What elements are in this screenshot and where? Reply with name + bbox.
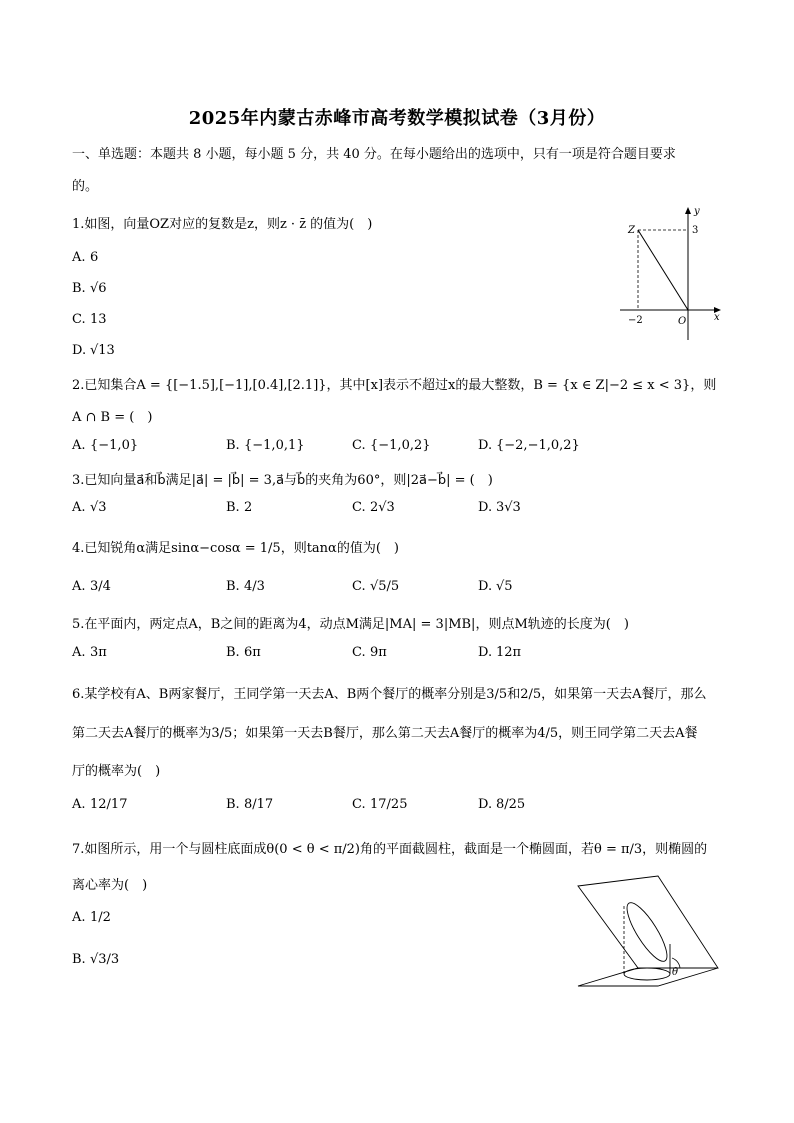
option-text: √3 [90,500,107,515]
option-text: 6π [244,645,261,660]
question-3-option-c [352,500,395,515]
option-key: C. [352,645,366,660]
cylinder-base-ellipse [624,968,670,980]
question-1-stem: 1.如图，向量OZ对应的复数是z，则z · z̄ 的值为( ) [72,217,373,232]
option-key: A. [72,910,86,925]
question-6-stem-line2: 第二天去A餐厅的概率为3/5；如果第一天去B餐厅，那么第二天去A餐厅的概率为4/5，则王同学第二天去A餐 [72,726,698,741]
question-5-option-d [478,645,521,660]
question-6-stem-line3: 厅的概率为( ) [72,764,161,779]
question-3-option-b [226,500,252,515]
option-text: 2 [244,500,253,515]
option-text: √13 [90,343,115,358]
base-plane [578,968,718,986]
option-key: B. [72,952,86,967]
section-ellipse [621,898,674,966]
section-heading-line1: 一、单选题：本题共 8 小题，每小题 5 分，共 40 分。在每小题给出的选项中，只有一项是符合题目要求 [72,147,676,162]
question-7-stem-line2: 离心率为( ) [72,878,148,893]
option-key: D. [72,343,87,358]
question-4-option-d [478,579,513,594]
question-4-option-b [226,579,265,594]
option-text: 17/25 [370,797,408,812]
question-3-stem: 3.已知向量a⃗和b⃗满足|a⃗| = |b⃗| = 3,a⃗与b⃗的夹角为60°，则|2a⃗−b⃗| = ( ) [72,473,493,488]
option-text: {−1,0,2} [370,438,431,453]
option-text: 3/4 [90,579,111,594]
question-3-option-d [478,500,521,515]
option-key: D. [478,500,493,515]
option-key: C. [72,312,86,327]
option-text: 12/17 [90,797,128,812]
option-key: B. [226,645,240,660]
question-5-option-b [226,645,261,660]
question-2-option-d [478,438,580,453]
option-text: {−2,−1,0,2} [496,438,580,453]
option-text: √6 [90,281,107,296]
option-text: 2√3 [370,500,395,515]
y-label: y [694,206,700,217]
option-text: {−1,0,1} [244,438,305,453]
option-key: A. [72,797,86,812]
option-key: B. [226,579,240,594]
option-key: C. [352,500,366,515]
option-key: D. [478,579,493,594]
option-text: 13 [90,312,107,327]
option-text: √3/3 [90,952,120,967]
question-5-option-c [352,645,387,660]
question-6-option-d [478,797,525,812]
option-key: C. [352,797,366,812]
x-tick-neg2: −2 [628,315,643,326]
question-4-option-a [72,579,111,594]
x-label: x [714,312,720,323]
option-text: 3π [90,645,107,660]
question-2-option-c [352,438,431,453]
option-key: D. [478,645,493,660]
question-1-option-b [72,281,107,296]
option-text: 1/2 [90,910,111,925]
option-key: C. [352,438,366,453]
option-key: A. [72,438,86,453]
page-title: 2025年内蒙古赤峰市高考数学模拟试卷（3月份） [188,108,606,129]
option-key: B. [226,797,240,812]
option-text: √5/5 [370,579,400,594]
option-key: D. [478,438,493,453]
y-tick-3: 3 [692,225,699,236]
question-1-option-d [72,343,115,358]
option-key: C. [352,579,366,594]
question-6-option-c [352,797,407,812]
option-text: {−1,0} [90,438,139,453]
question-4-stem: 4.已知锐角α满足sinα−cosα = 1/5，则tanα的值为( ) [72,541,399,556]
option-key: B. [226,438,240,453]
question-2-stem-line1: 2.已知集合A = {[−1.5],[−1],[0.4],[2.1]}，其中[x]表示不超过x的最大整数，B = {x ∈ Z|−2 ≤ x < 3}，则 [72,378,717,393]
section-heading-line2: 的。 [72,179,99,194]
question-1-option-c [72,312,107,327]
question-2-option-a [72,438,138,453]
question-4-option-c [352,579,399,594]
question-7-cylinder-figure [572,872,722,992]
question-7-stem-line1: 7.如图所示，用一个与圆柱底面成θ(0 < θ < π/2)角的平面截圆柱，截面是一个椭圆面，若θ = π/3，则椭圆的 [72,842,708,857]
z-label: Z [628,225,635,236]
theta-label: θ [672,967,679,978]
origin-label: O [678,316,687,327]
option-text: 3√3 [496,500,521,515]
cutting-plane [578,876,718,968]
option-key: D. [478,797,493,812]
question-1-coordinate-figure [614,202,726,344]
question-5-option-a [72,645,107,660]
option-text: 12π [496,645,522,660]
option-text: 9π [370,645,387,660]
y-axis-arrow-icon [685,207,691,214]
question-6-option-a [72,797,127,812]
question-1-option-a [72,250,98,265]
option-text: 8/17 [244,797,274,812]
vector-oz [638,230,688,310]
option-key: A. [72,579,86,594]
option-text: 4/3 [244,579,265,594]
question-7-option-a [72,910,111,925]
question-7-option-b [72,952,119,967]
question-3-option-a [72,500,107,515]
option-text: √5 [496,579,513,594]
question-2-option-b [226,438,305,453]
option-key: B. [72,281,86,296]
question-6-stem-line1: 6.某学校有A、B两家餐厅，王同学第一天去A、B两个餐厅的概率分别是3/5和2/5，如果第一天去A餐厅，那么 [72,687,707,702]
option-text: 6 [90,250,99,265]
option-key: B. [226,500,240,515]
option-key: A. [72,645,86,660]
option-key: A. [72,500,86,515]
question-6-option-b [226,797,273,812]
question-2-stem-line2: A ∩ B = ( ) [72,410,153,425]
option-key: A. [72,250,86,265]
question-5-stem: 5.在平面内，两定点A，B之间的距离为4，动点M满足|MA| = 3|MB|，则点M轨迹的长度为( ) [72,617,629,632]
option-text: 8/25 [496,797,526,812]
